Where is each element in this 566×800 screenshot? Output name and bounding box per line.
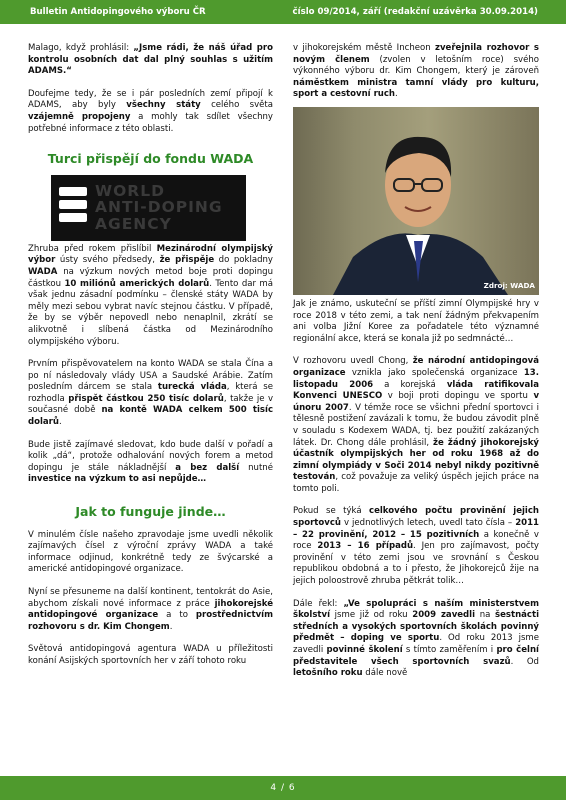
- header-bar: [0, 0, 566, 24]
- issue-info: číslo 09/2014, září (redakční uzávěrka 30.09.2014): [292, 7, 538, 17]
- paragraph: v jihokorejském městě Incheon zveřejnila rozhovor s novým členem (zvolen v letošním roce) svého výkonného výboru dr. Kim Chongem, který je zároveň náměstkem ministra tamní vlády pro kulturu, sport a cestovní ruch.: [293, 43, 539, 100]
- wada-logo-text: WORLD ANTI-DOPING AGENCY: [95, 181, 223, 233]
- portrait-photo: [293, 107, 539, 295]
- paragraph: Bude jistě zajímavé sledovat, kdo bude další v pořadí a kolik „dá“, protože odhalování nových forem a metod dopingu je stále nákladnější a bez další nutné investice na výzkum to asi nepůjde…: [28, 439, 273, 485]
- paragraph: Doufejme tedy, že se i pár posledních zemí připojí k ADAMS, aby byly všechny státy celého světa vzájemně propojeny a mohly tak sdílet všechny potřebné informace z této oblasti.: [28, 88, 273, 134]
- portrait-illustration: [293, 107, 539, 295]
- section-heading: Jak to funguje jinde…: [75, 504, 226, 520]
- wada-logo-mark-icon: [59, 187, 87, 226]
- paragraph: Malago, když prohlásil: „Jsme rádi, že náš úřad pro kontrolu osobních dat dal plný souhlas s užitím ADAMS.“: [28, 43, 273, 77]
- bulletin-title: Bulletin Antidopingového výboru ČR: [30, 7, 206, 17]
- paragraph: Jak je známo, uskuteční se příští zimní Olympijské hry v roce 2018 v této zemi, a tak není žádným překvapením ani volba Jižní Koree za pořadatele této významné regionální akce, která se konala již po sedmnácté…: [293, 298, 539, 344]
- section-heading: Turci přispějí do fondu WADA: [47, 151, 254, 167]
- paragraph: Zhruba před rokem přislíbil Mezinárodní olympijský výbor ústy svého předsedy, že přispěje do pokladny WADA na výzkum nových metod boje proti dopingu částkou 10 miliónů amerických dolarů. Tento dar má však jednu zásadní podmínku – členské státy WADA by měly mezi sebou vybrat navíc stejnou částku. V případě, že by se výběr nepovedl nebo nenaplnil, zkrátí se alikvotně i slíbená částka od Mezinárodního olympijského výboru.: [28, 243, 273, 347]
- paragraph: V minulém čísle našeho zpravodaje jsme uvedli několik zajímavých čísel z výroční zprávy WADA a také informace odjinud, konkrétně tedy ze švýcarské a americké antidopingové organizace.: [28, 529, 273, 575]
- right-column: [293, 43, 539, 691]
- paragraph: Světová antidopingová agentura WADA u příležitosti konání Asijských sportovních her v září tohoto roku: [28, 644, 273, 666]
- wada-logo: [51, 175, 246, 241]
- paragraph: Nyní se přesuneme na další kontinent, tentokrát do Asie, abychom získali nové informace z práce jihokorejské antidopingové organizace a to prostřednictvím rozhovoru s dr. Kim Chongem.: [28, 587, 273, 632]
- paragraph: V rozhovoru uvedl Chong, že národní antidopingová organizace vznikla jako společenská organizace 13. listopadu 2006 a korejská vláda ratifikovala Konvenci UNESCO v boji proti dopingu ve sportu v únoru 2007. V témže roce se všichni přední sportovci i tělesně postižení zavázali k tomu, že budou závodit plně v souladu s Kodexem WADA, tj. bez použití zakázaných látek. Dr. Chong dále prohlásil, že žádný jihokorejský účastník olympijských her od roku 1968 až do zimní olympiády v Soči 2014 nebyl nikdy pozitivně testován, což považuje za veliký úspěch jejich práce na tomto poli.: [293, 356, 540, 494]
- left-column: [28, 43, 273, 679]
- paragraph: Pokud se týká celkového počtu provinění jejich sportovců v jednotlivých letech, uvedl tato čísla – 2011 – 22 provinění, 2012 – 15 pozitivních a konečně v roce 2013 – 16 případů. Jen pro zajímavost, počty provinění v této zemi jsou ve srovnání s Českou republikou obdobná a to i přesto, že Jihokorejců žije na jejich poloostrově zhruba pětkrát tolik…: [293, 506, 540, 587]
- paragraph: Prvním přispěvovatelem na konto WADA se stala Čína a po ní následovaly vlády USA a Saudské Arábie. Zatím posledním dárcem se stala turecká vláda, která se rozhodla přispět částkou 250 tisíc dolarů, takže je v současné době na kontě WADA celkem 500 tisíc dolarů.: [28, 359, 274, 428]
- photo-credit: Zdroj: WADA: [483, 281, 535, 291]
- footer-bar: [0, 776, 566, 800]
- paragraph: Dále řekl: „Ve spolupráci s naším ministerstvem školství jsme již od roku 2009 zavedli na šestnácti středních a vysokých sportovních školách povinný předmět – doping ve sportu. Od roku 2013 jsme zavedli povinné školení s tímto zaměřením i pro čelní představitele všech sportovních svazů. Od letošního roku dále nově: [293, 598, 540, 679]
- page-number: 4 / 6: [270, 783, 296, 793]
